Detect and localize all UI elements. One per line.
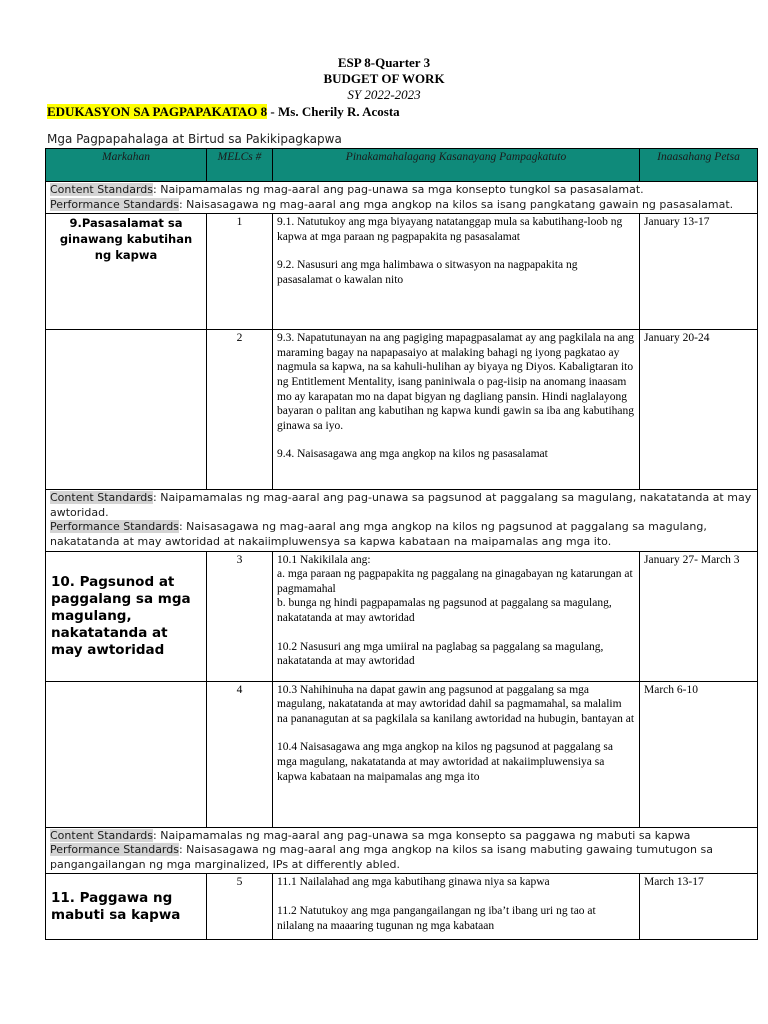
content-standard: Content Standards: Naipamamalas ng mag-aaral ang pag-unawa sa pagsunod at paggalang sa magulang, nakatatanda at may awtoridad. bbox=[50, 491, 752, 519]
melc-number: 1 bbox=[207, 214, 273, 330]
subject-line bbox=[47, 103, 400, 120]
theme-heading: Mga Pagpapahalaga at Birtud sa Pakikipagkapwa bbox=[47, 132, 342, 146]
competency-cell: 9.3. Napatutunayan na ang pagiging mapagpasalamat ay ang pagkilala na ang maraming bagay na napapasaiyo at malaking bahagi ng iyong pagkatao ay nagmula sa kapwa, na sa kahuli-hulihan ay biyaya ng Diyos. Kabaligtaran ito ng Entitlement Mentality, isang paniniwala o pag-iisip na anomang inaasam mo ay karapatan mo na dapat bigyan ng dagliang pansin. Hindi naglalayong bayaran o palitan ang kabutihan ng kapwa kundi gawin sa iba ang kabutihang ginawa sa iyo. 9.4. Naisasagawa ang mga angkop na kilos ng pasasalamat bbox=[273, 330, 640, 490]
performance-standard: Performance Standards: Naisasagawa ng mag-aaral ang mga angkop na kilos sa isang mabuting gawaing tumutugon sa pangangailangan ng mga marginalized, IPs at differently abled. bbox=[50, 843, 713, 871]
doc-title-line1: ESP 8-Quarter 3 bbox=[337, 55, 431, 70]
date-cell: January 27- March 3 bbox=[640, 551, 758, 681]
table-row bbox=[46, 214, 758, 330]
melc-number: 2 bbox=[207, 330, 273, 490]
competency-cell: 11.1 Nailalahad ang mga kabutihang ginawa niya sa kapwa 11.2 Natutukoy ang mga pangangailangan ng iba’t ibang uri ng tao at nilalang na maaaring tugunan ng mga kabataan bbox=[273, 874, 640, 940]
competency-cell: 10.1 Nakikilala ang: a. mga paraan ng pagpapakita ng paggalang na ginagabayan ng katarungan at pagmamahal b. bunga ng hindi pagpapamalas ng pagsunod at paggalang sa magulang, nakatatanda at may awtoridad 10.2 Nasusuri ang mga umiiral na paglabag sa paggalang sa magulang, nakatatanda at may awtoridad bbox=[273, 551, 640, 681]
melc-number: 5 bbox=[207, 874, 273, 940]
table-row bbox=[46, 330, 758, 490]
topic-cell: 10. Pagsunod at paggalang sa mga magulang, nakatatanda at may awtoridad bbox=[46, 551, 207, 681]
teacher-name: - Ms. Cherily R. Acosta bbox=[267, 104, 400, 119]
table-header-row bbox=[46, 149, 758, 182]
col-header-melcs: MELCs # bbox=[207, 149, 273, 182]
content-standard: Content Standards: Naipamamalas ng mag-aaral ang pag-unawa sa mga konsepto tungkol sa pasasalamat. bbox=[50, 183, 644, 196]
col-header-markahan: Markahan bbox=[46, 149, 207, 182]
standards-cell bbox=[46, 182, 758, 214]
date-cell: January 13-17 bbox=[640, 214, 758, 330]
date-cell: March 13-17 bbox=[640, 874, 758, 940]
topic-cell: 11. Paggawa ng mabuti sa kapwa bbox=[46, 874, 207, 940]
budget-table bbox=[45, 148, 758, 940]
table-row bbox=[46, 551, 758, 681]
performance-standard: Performance Standards: Naisasagawa ng mag-aaral ang mga angkop na kilos sa isang pangkatang gawain ng pasasalamat. bbox=[50, 197, 734, 211]
date-cell: March 6-10 bbox=[640, 681, 758, 827]
table-row bbox=[46, 874, 758, 940]
content-standard: Content Standards: Naipamamalas ng mag-aaral ang pag-unawa sa mga konsepto sa paggawa ng mabuti sa kapwa bbox=[50, 828, 691, 842]
col-header-petsa: Inaasahang Petsa bbox=[640, 149, 758, 182]
date-cell: January 20-24 bbox=[640, 330, 758, 490]
subject-name: EDUKASYON SA PAGPAPAKATAO 8 bbox=[47, 104, 268, 119]
standards-row bbox=[46, 490, 758, 551]
melc-number: 3 bbox=[207, 551, 273, 681]
standards-row bbox=[46, 827, 758, 874]
standards-cell bbox=[46, 827, 758, 874]
competency-cell: 9.1. Natutukoy ang mga biyayang natatanggap mula sa kabutihang-loob ng kapwa at mga paraan ng pagpapakita ng pasasalamat 9.2. Nasusuri ang mga halimbawa o sitwasyon na nagpapakita ng pasasalamat o kawalan nito bbox=[273, 214, 640, 330]
topic-cell-empty bbox=[46, 330, 207, 490]
performance-standard: Performance Standards: Naisasagawa ng mag-aaral ang mga angkop na kilos ng pagsunod at paggalang sa magulang, nakatatanda at may awtoridad at nakaiimpluwensya sa kapwa kabataan na maipamalas ang mga ito. bbox=[50, 520, 707, 548]
topic-cell: 9.Pasasalamat sa ginawang kabutihan ng kapwa bbox=[46, 214, 207, 330]
topic-cell-empty bbox=[46, 681, 207, 827]
doc-title-line2: BUDGET OF WORK bbox=[323, 71, 445, 86]
standards-cell bbox=[46, 490, 758, 551]
competency-cell: 10.3 Nahihinuha na dapat gawin ang pagsunod at paggalang sa mga magulang, nakatatanda at may awtoridad dahil sa pagmamahal, sa malalim na pananagutan at sa pagkilala sa kanilang awtoridad na hubugin, bantayan at 10.4 Naisasagawa ang mga angkop na kilos ng pagsunod at paggalang sa mga magulang, nakatatanda at may awtoridad at nakaiimpluwensiya sa kapwa kabataan na maipamalas ang mga ito bbox=[273, 681, 640, 827]
table-row bbox=[46, 681, 758, 827]
standards-row bbox=[46, 182, 758, 214]
school-year: SY 2022-2023 bbox=[347, 87, 421, 102]
melc-number: 4 bbox=[207, 681, 273, 827]
col-header-kasanayan: Pinakamahalagang Kasanayang Pampagkatuto bbox=[273, 149, 640, 182]
